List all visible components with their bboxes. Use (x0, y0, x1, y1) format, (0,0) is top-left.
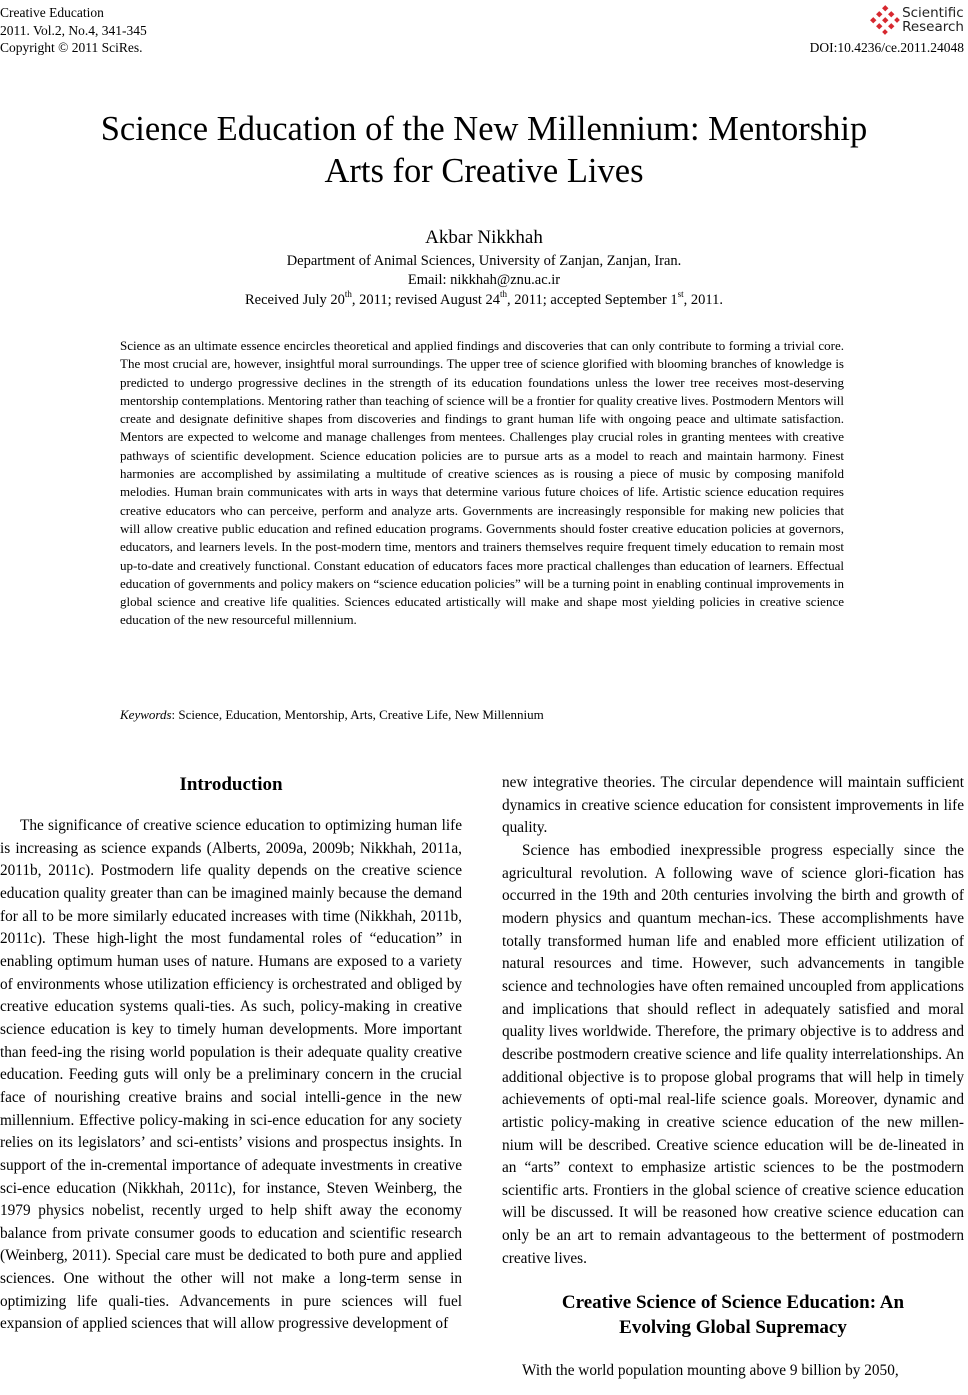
paper-title: Science Education of the New Millennium: Mentorship Arts for Creative Lives (100, 110, 868, 190)
doi: DOI:10.4236/ce.2011.24048 (809, 40, 964, 55)
received-dates: Received July 20th, 2011; revised August 24th, 2011; accepted September 1st, 2011. (245, 289, 723, 308)
keywords-label: Keywords (120, 707, 172, 722)
journal-volume: 2011. Vol.2, No.4, 341-345 (0, 22, 147, 38)
scientific-research-diamond-icon (870, 5, 900, 35)
section-heading-creative-science: Creative Science of Science Education: An Evolving Global Supremacy (561, 1292, 905, 1339)
left-column (0, 772, 462, 1336)
body-paragraph: new integrative theories. The circular dependence will maintain sufficient dynamics in creative science education for consistent improvements in life quality. (502, 774, 964, 837)
keywords-list: : Science, Education, Mentorship, Arts, Creative Life, New Millennium (171, 707, 544, 722)
publisher-name: Scientific Research (902, 5, 964, 35)
body-paragraph: Science has embodied inexpressible progress especially since the agricultural revolution. A following wave of science glori-fication has occurred in the 19th and 20th centuries involving the birth and growth of modern physics and quantum mechan-ics. These accomplishments have totally transformed human life and enabled more efficient utilization of natural resources and time. However, such advancements in tangible science and technologies have often remained uncoupled from applications and implications that should reflect in adequately satisfied and moral quality lives worldwide. Therefore, the primary objective is to address and describe postmodern creative science and life quality interrelationships. An additional objective is to propose global programs that will help in timely achievements of opti-mal real-life science goals. Moreover, dynamic and artistic policy-making in creative science education of the new millen-nium will be described. Creative science education will be de-lineated in an “arts” context to emphasize artistic sciences to be the postmodern scientific arts. Frontiers in the global science of creative science education will be discussed. It will be reasoned how creative science education can only be an art to remain advantageous to the betterment of postmodern creative lives. (502, 841, 964, 1267)
body-paragraph: The significance of creative science education to optimizing human life is increasing as science expands (Alberts, 2009a, 2009b; Nikkhah, 2011a, 2011b, 2011c). Postmodern life quality depends on the creative science education quality greater than can be imagined mainly because the demand for all to be more similarly educated increases with time (Nikkhah, 2011b, 2011c). These high-light the most fundamental roles of “education” in enabling optimum human uses of nature. Humans are exposed to a variety of environments whose utilization efficiency is orchestrated and obliged by creative education systems quali-ties. As such, policy-making in creative science education is key to timely human developments. More important than feed-ing the rising world population is their adequate quality creative education. Feeding guts will only be a preliminary concern in the crucial face of nourishing creative brains and social intelli-gence in the new millennium. Effective policy-making in sci-ence education for any society relies on its legislators’ and sci-entists’ visions and prospectus insights. In support of the in-cremental importance of adequate investments in creative sci-ence education (Nikkhah, 2011c), for instance, Steven Weinberg, the 1979 physics nobelist, recently urged to help shift away the economy balance from private consumer goods to education and scientific research (Weinberg, 2011). Special care must be dedicated to both pure and applied sciences. One without the other will not make a long-term sense in optimizing life quali-ties. Advancements in pure sciences will fuel expansion of applied sciences that will allow progressive development of (0, 817, 462, 1333)
author-name: Akbar Nikkhah (425, 227, 543, 248)
publisher-header (810, 4, 964, 57)
body-paragraph: With the world population mounting above 9 billion by 2050, (522, 1362, 899, 1380)
affiliation: Department of Animal Sciences, University of Zanjan, Zanjan, Iran. (286, 253, 682, 269)
publisher-logo (810, 4, 964, 36)
author-affiliation-block (0, 252, 968, 310)
abstract: Science as an ultimate essence encircles theoretical and applied findings and discoveries that can only contribute to forming a trivial core. The most crucial are, however, insightful moral surroundings. The upper tree of science glorified with blooming branches of knowledge is predicted to undergo progressive declines in the strength of its education foundations unless the lower tree receives most-deserving mentorship contemplations. Mentoring rather than teaching of science will be a frontier for quality creative lives. Postmodern Mentors will create and designate definitive shapes from discoveries and findings to grant human life with ongoing peace and ultimate satisfaction. Mentors are expected to welcome and manage challenges from mentees. Challenges play crucial roles in granting mentees with creative pathways of scientific development. Science education policies are to pursue arts as a model to reach and maintain harmony. Finest harmonies are accomplished by assimilating a multitude of creative sciences as is rousing a piece of music by composing manifold melodies. Human brain communicates with arts in ways that determine various future choices of life. Artistic science education requires creative educators who can perceive, perform and analyze arts. Governments are increasingly responsible for making new policies that will allow creative public education and refined education programs. Governments should foster creative education policies at governors, educators, and learners levels. In the post-modern time, mentors and trainers themselves require frequent timely education to remain most up-to-date and creatively functional. Constant education of educators faces more practical challenges than education of learners. Effectual education of governments and policy makers on “science education policies” will be a turning point in enabling continual improvements in global science and creative life qualities. Sciences educated artistically will make and shape most yielding policies in creative science education of the new resourceful millennium. (120, 338, 844, 628)
right-column (502, 772, 964, 1383)
keywords (120, 706, 844, 724)
author-email: Email: nikkhah@znu.ac.ir (407, 272, 561, 288)
copyright: Copyright © 2011 SciRes. (0, 40, 143, 55)
section-heading-introduction: Introduction (179, 774, 283, 795)
journal-name: Creative Education (0, 5, 104, 20)
journal-header (0, 4, 147, 57)
